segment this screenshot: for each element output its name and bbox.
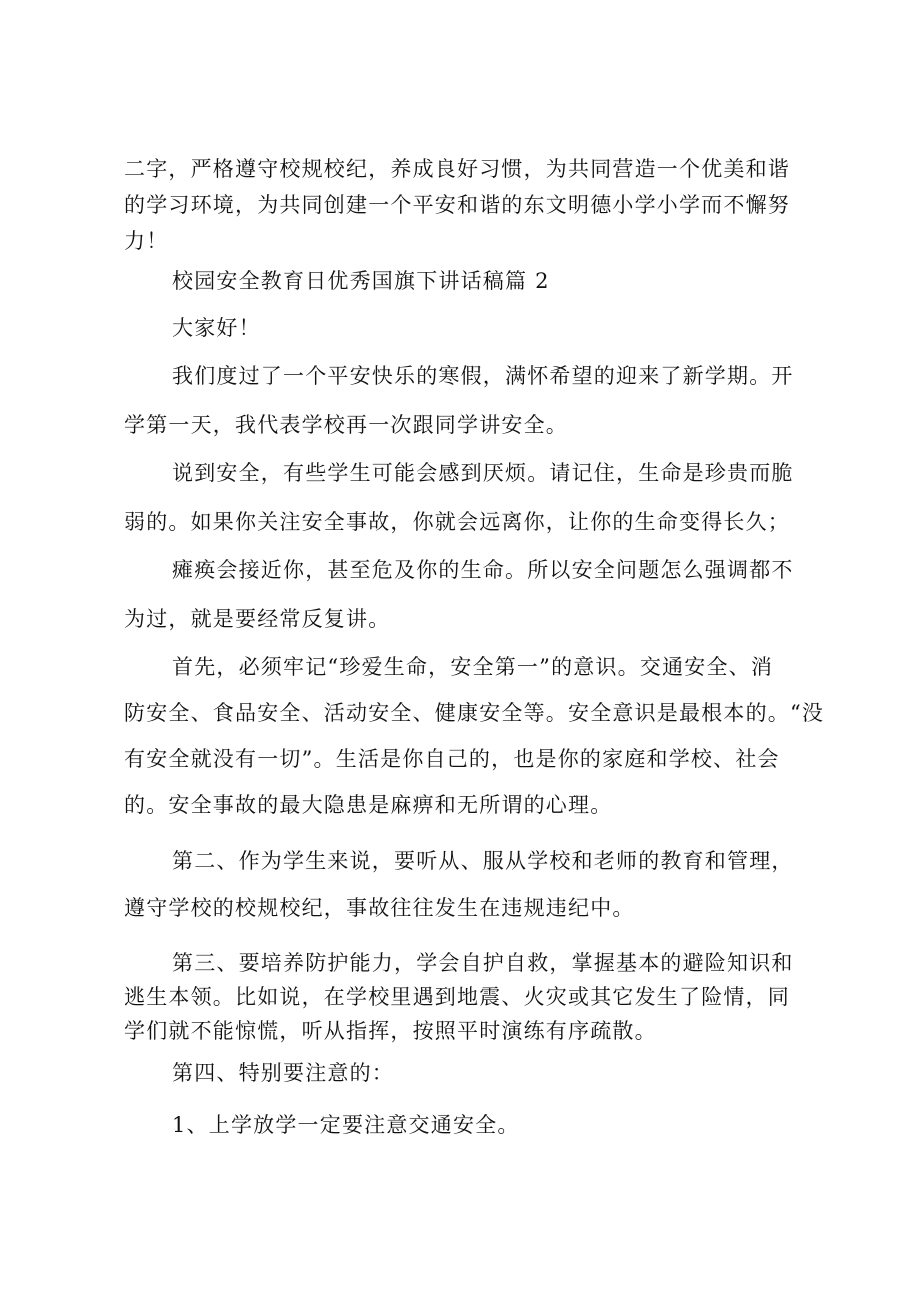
text-line: 为过，就是要经常反复讲。 <box>124 607 391 631</box>
text-line: 第二、作为学生来说，要听从、服从学校和老师的教育和管理， <box>172 849 794 873</box>
paragraph <box>124 557 824 633</box>
paragraph-closing-previous <box>124 156 824 255</box>
list-item <box>124 1112 872 1139</box>
greeting <box>124 315 872 342</box>
text-line: 遵守学校的校规校纪，事故往往发生在违规违纪中。 <box>124 896 635 920</box>
paragraph <box>124 848 824 922</box>
paragraph <box>124 950 824 1045</box>
text-line: 第四、特别要注意的： <box>172 1061 394 1085</box>
text-line: 大家好！ <box>172 316 261 340</box>
text-line: 学们就不能惊慌，听从指挥，按照平时演练有序疏散。 <box>124 1019 657 1043</box>
text-line: 弱的。如果你关注安全事故，你就会远离你，让你的生命变得长久； <box>124 510 790 534</box>
text-line: 校园安全教育日优秀国旗下讲话稿篇 2 <box>172 269 550 293</box>
text-line: 我们度过了一个平安快乐的寒假，满怀希望的迎来了新学期。开 <box>172 364 794 388</box>
text-line: 逃生本领。比如说，在学校里遇到地震、火灾或其它发生了险情，同 <box>124 985 790 1009</box>
paragraph <box>124 1060 872 1087</box>
text-line: 第三、要培养防护能力，学会自护自救，掌握基本的避险知识和 <box>172 951 794 975</box>
paragraph <box>124 654 824 819</box>
text-line: 有安全就没有一切”。生活是你自己的，也是你的家庭和学校、社会 <box>124 747 780 771</box>
text-line: 的。安全事故的最大隐患是麻痹和无所谓的心理。 <box>124 793 613 817</box>
section-heading <box>124 268 872 295</box>
text-line: 的学习环境，为共同创建一个平安和谐的东文明德小学小学而不懈努 <box>124 193 790 217</box>
text-line: 首先，必须牢记“珍爱生命，安全第一”的意识。交通安全、消 <box>172 655 774 679</box>
text-line: 1、上学放学一定要注意交通安全。 <box>172 1113 520 1137</box>
text-line: 瘫痪会接近你，甚至危及你的生命。所以安全问题怎么强调都不 <box>172 558 794 582</box>
text-line: 防安全、食品安全、活动安全、健康安全等。安全意识是最根本的。“没 <box>124 701 825 725</box>
text-line: 力！ <box>124 229 169 253</box>
text-line: 学第一天，我代表学校再一次跟同学讲安全。 <box>124 413 568 437</box>
text-line: 二字，严格遵守校规校纪，养成良好习惯，为共同营造一个优美和谐 <box>124 157 790 181</box>
paragraph <box>124 363 824 439</box>
paragraph <box>124 460 824 536</box>
text-line: 说到安全，有些学生可能会感到厌烦。请记住，生命是珍贵而脆 <box>172 461 794 485</box>
